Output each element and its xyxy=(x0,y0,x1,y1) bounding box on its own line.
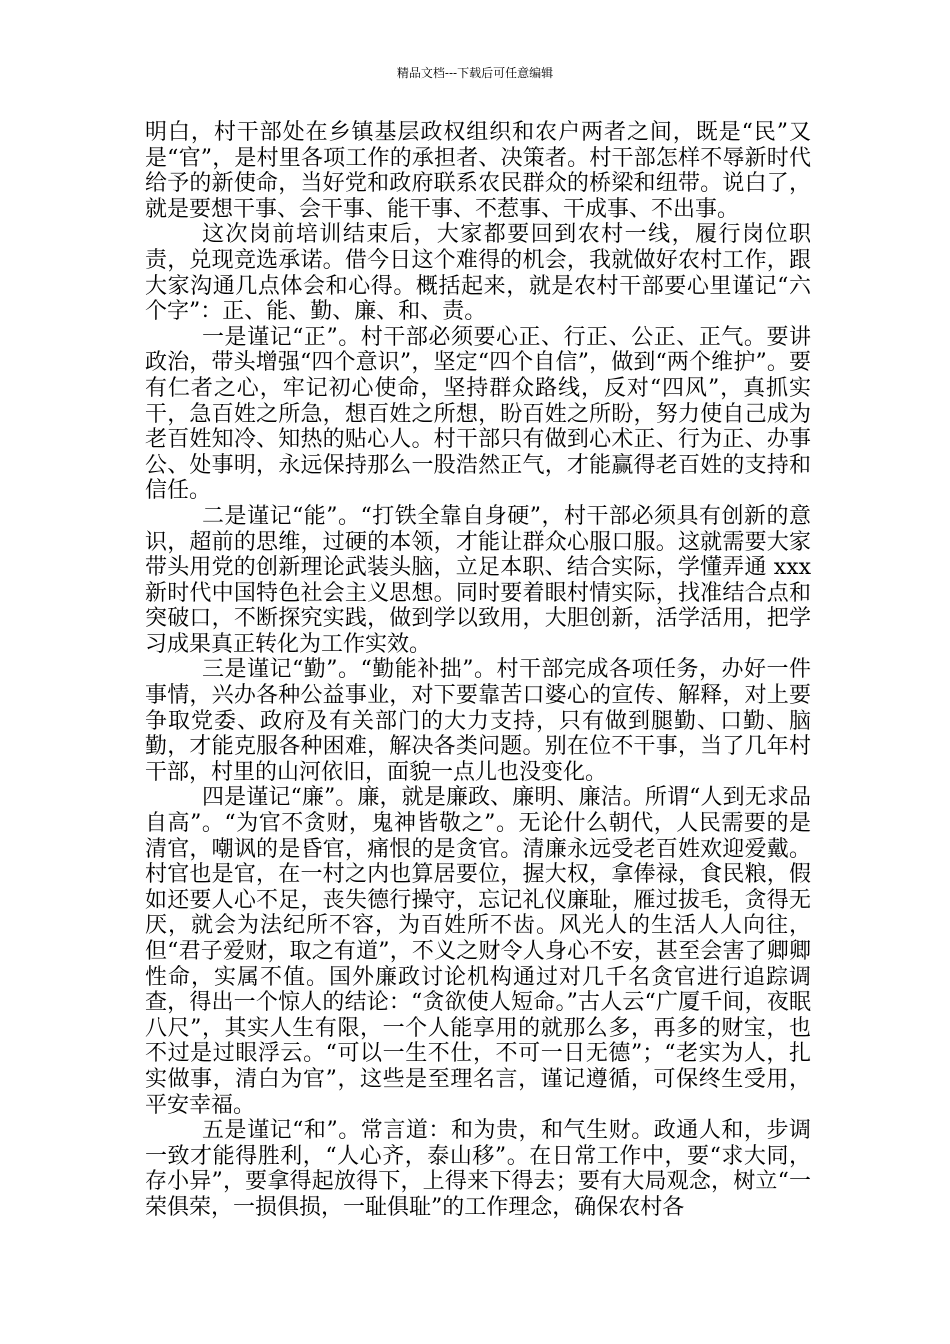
paragraph-qin: 三是谨记“勤”。“勤能补拙”。村干部完成各项任务，办好一件事情，兴办各种公益事业，对下要靠苦口婆心的宣传、解释，对上要争取党委、政府及有关部门的大力支持，只有做到腿勤、口勤、脑勤，才能克服各种困难，解决各类问题。别在位不干事，当了几年村干部，村里的山河依旧，面貌一点儿也没变化。 xyxy=(145,657,811,785)
paragraph-he: 五是谨记“和”。常言道：和为贵，和气生财。政通人和，步调一致才能得胜利，“人心齐，泰山移”。在日常工作中，要“求大同，存小异”，要拿得起放得下，上得来下得去；要有大局观念，树立“一荣俱荣，一损俱损，一耻俱耻”的工作理念，确保农村各 xyxy=(145,1118,811,1220)
document-body xyxy=(145,120,811,1221)
paragraph-neng: 二是谨记“能”。“打铁全靠自身硬”，村干部必须具有创新的意识，超前的思维，过硬的本领，才能让群众心服口服。这就需要大家带头用党的创新理论武装头脑，立足本职、结合实际，学懂弄通 xxx 新时代中国特色社会主义思想。同时要着眼村情实际，找准结合点和突破口，不断探究实践，做到学以致用，大胆创新，活学活用，把学习成果真正转化为工作实效。 xyxy=(145,503,811,657)
paragraph-training: 这次岗前培训结束后，大家都要回到农村一线，履行岗位职责，兑现竞选承诺。借今日这个难得的机会，我就做好农村工作，跟大家沟通几点体会和心得。概括起来，就是农村干部要心里谨记“六个字”：正、能、勤、廉、和、责。 xyxy=(145,222,811,325)
page-header: 精品文档---下载后可任意编辑 xyxy=(396,66,554,80)
paragraph-zheng: 一是谨记“正”。村干部必须要心正、行正、公正、正气。要讲政治，带头增强“四个意识”，坚定“四个自信”，做到“两个维护”。要有仁者之心，牢记初心使命，坚持群众路线，反对“四风”，真抓实干，急百姓之所急，想百姓之所想，盼百姓之所盼，努力使自己成为老百姓知冷、知热的贴心人。村干部只有做到心术正、行为正、办事公、处事明，永远保持那么一股浩然正气，才能赢得老百姓的支持和信任。 xyxy=(145,324,811,504)
paragraph-intro: 明白，村干部处在乡镇基层政权组织和农户两者之间，既是“民”又是“官”，是村里各项工作的承担者、决策者。村干部怎样不辱新时代给予的新使命，当好党和政府联系农民群众的桥梁和纽带。说白了，就是要想干事、会干事、能干事、不惹事、干成事、不出事。 xyxy=(145,120,811,222)
paragraph-lian: 四是谨记“廉”。廉，就是廉政、廉明、廉洁。所谓“人到无求品自高”。“为官不贪财，鬼神皆敬之”。无论什么朝代，人民需要的是清官，嘲讽的是昏官，痛恨的是贪官。清廉永远受老百姓欢迎爱戴。村官也是官，在一村之内也算居要位，握大权，拿俸禄，食民粮，假如还要人心不足，丧失德行操守，忘记礼仪廉耻，雁过拔毛，贪得无厌，就会为法纪所不容，为百姓所不齿。风光人的生活人人向往，但“君子爱财，取之有道”，不义之财令人身心不安，甚至会害了卿卿性命，实属不值。国外廉政讨论机构通过对几千名贪官进行追踪调查，得出一个惊人的结论：“贪欲使人短命。”古人云“广厦千间，夜眠八尺”，其实人生有限，一个人能享用的就那么多，再多的财宝，也不过是过眼浮云。“可以一生不仕，不可一日无德”；“老实为人，扎实做事，清白为官”，这些是至理名言，谨记遵循，可保终生受用，平安幸福。 xyxy=(145,785,811,1118)
